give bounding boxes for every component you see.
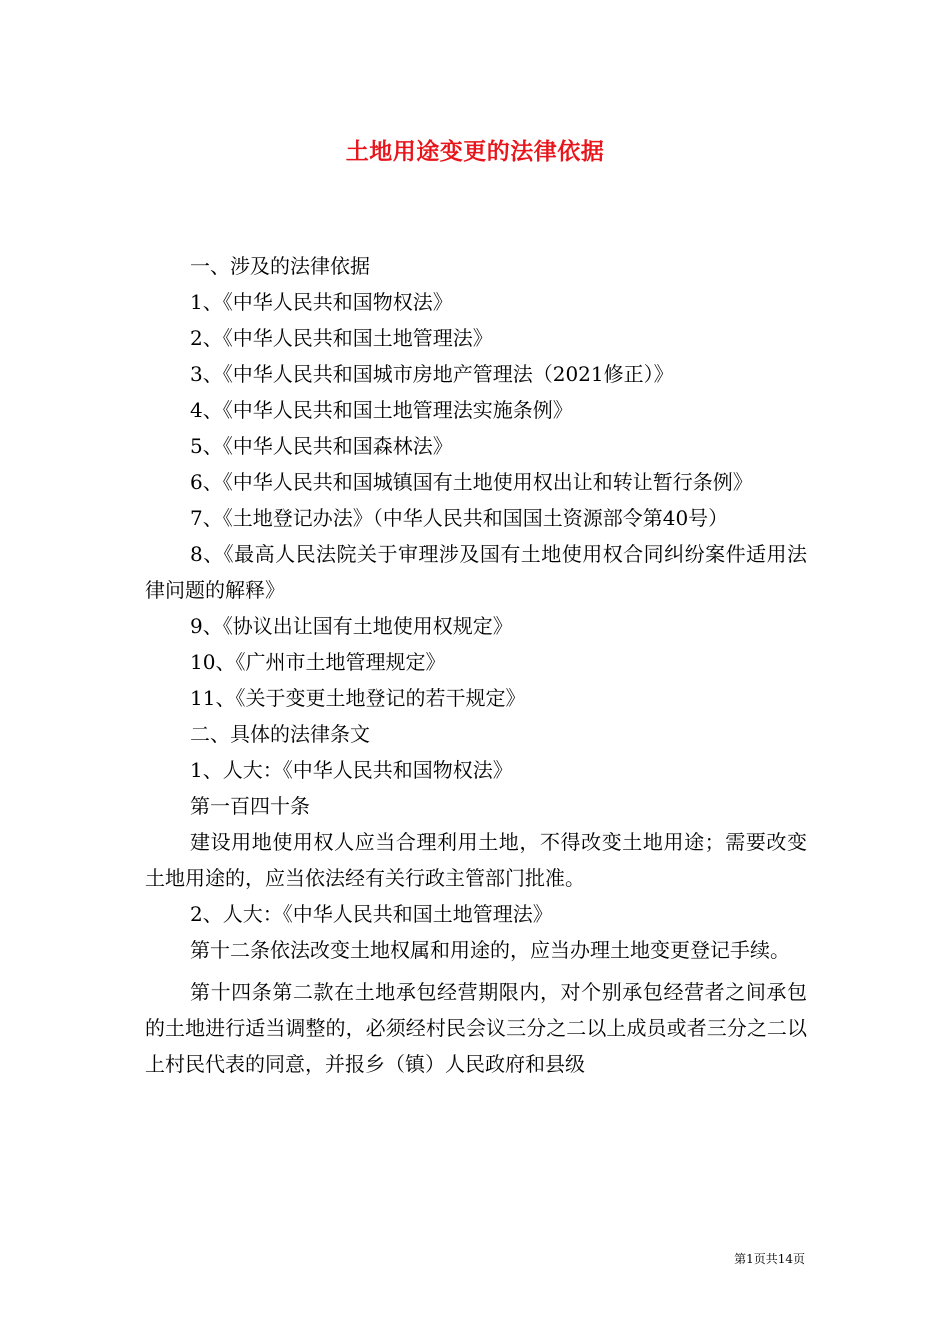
- article-text: 建设用地使用权人应当合理利用土地，不得改变土地用途；需要改变土地用途的，应当依法经有关行政主管部门批准。: [145, 830, 807, 890]
- document-body: [145, 248, 807, 1082]
- law-item: 11、《关于变更土地登记的若干规定》: [190, 686, 526, 710]
- law-item: 3、《中华人民共和国城市房地产管理法（2021修正）》: [190, 362, 674, 386]
- article-number: 第一百四十条: [190, 794, 310, 818]
- page-number: 第1页共14页: [734, 1252, 805, 1266]
- law-item: 1、《中华人民共和国物权法》: [190, 290, 453, 314]
- law-item: 5、《中华人民共和国森林法》: [190, 434, 453, 458]
- document-title: 土地用途变更的法律依据: [345, 138, 605, 165]
- article-source-title: 1、人大：《中华人民共和国物权法》: [190, 758, 513, 782]
- section-heading-legal-basis: 一、涉及的法律依据: [190, 254, 370, 278]
- law-item: 8、《最高人民法院关于审理涉及国有土地使用权合同纠纷案件适用法律问题的解释》: [145, 542, 807, 602]
- article-text: 第十二条依法改变土地权属和用途的，应当办理土地变更登记手续。: [190, 938, 790, 962]
- article-source-title: 2、人大：《中华人民共和国土地管理法》: [190, 902, 553, 926]
- law-item: 6、《中华人民共和国城镇国有土地使用权出让和转让暂行条例》: [190, 470, 753, 494]
- section-heading-articles: 二、具体的法律条文: [190, 722, 370, 746]
- law-item: 4、《中华人民共和国土地管理法实施条例》: [190, 398, 573, 422]
- article-text: 第十四条第二款在土地承包经营期限内，对个别承包经营者之间承包的土地进行适当调整的，必须经村民会议三分之二以上成员或者三分之二以上村民代表的同意，并报乡（镇）人民政府和县级: [145, 980, 807, 1076]
- law-item: 7、《土地登记办法》（中华人民共和国国土资源部令第40号）: [190, 506, 729, 530]
- law-item: 2、《中华人民共和国土地管理法》: [190, 326, 493, 350]
- law-item: 9、《协议出让国有土地使用权规定》: [190, 614, 513, 638]
- law-item: 10、《广州市土地管理规定》: [190, 650, 446, 674]
